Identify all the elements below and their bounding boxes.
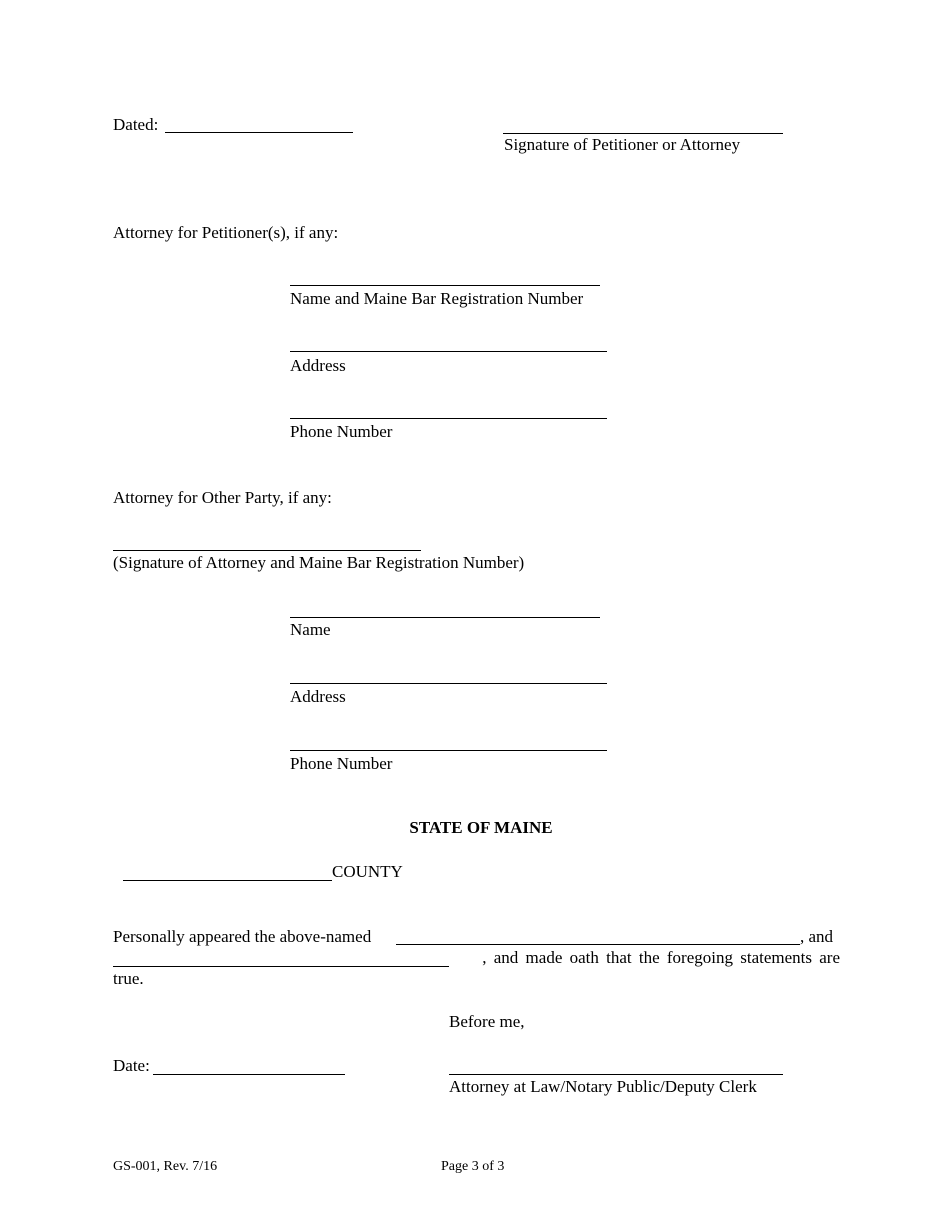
state-heading: STATE OF MAINE [409,818,553,837]
before-me-text: Before me, [449,1012,525,1031]
county-label: COUNTY [332,862,403,881]
petitioner-attorney-heading: Attorney for Petitioner(s), if any: [113,223,339,242]
petitioner-signature-label: Signature of Petitioner or Attorney [504,135,741,154]
other-attorney-phone-line[interactable] [290,750,607,751]
other-attorney-address-line[interactable] [290,683,607,684]
dated-field-line[interactable] [165,132,353,133]
other-attorney-address-label: Address [290,687,346,706]
other-attorney-name-label: Name [290,620,331,639]
second-name-line[interactable] [113,966,449,967]
other-attorney-name-line[interactable] [290,617,600,618]
true-text: true. [113,969,144,988]
dated-label: Dated: [113,115,159,134]
petitioner-attorney-address-label: Address [290,356,346,375]
appeared-text: Personally appeared the above-named [113,927,372,946]
appeared-name-line[interactable] [396,944,800,945]
form-id: GS-001, Rev. 7/16 [113,1159,218,1174]
officer-signature-line[interactable] [449,1074,783,1075]
date-field-line[interactable] [153,1074,345,1075]
petitioner-attorney-name-label: Name and Maine Bar Registration Number [290,289,584,308]
other-attorney-heading: Attorney for Other Party, if any: [113,488,332,507]
date-label: Date: [113,1056,150,1075]
county-line[interactable] [123,880,332,881]
page-number: Page 3 of 3 [441,1159,505,1174]
other-attorney-phone-label: Phone Number [290,754,393,773]
petitioner-attorney-name-line[interactable] [290,285,600,286]
other-attorney-signature-label: (Signature of Attorney and Maine Bar Registration Number) [113,553,525,572]
other-attorney-signature-line[interactable] [113,550,421,551]
oath-text: , and made oath that the foregoing statements are [482,948,840,967]
petitioner-signature-line[interactable] [503,133,783,134]
officer-signature-label: Attorney at Law/Notary Public/Deputy Clerk [449,1077,757,1096]
petitioner-attorney-address-line[interactable] [290,351,607,352]
and-text: , and [800,927,834,946]
petitioner-attorney-phone-label: Phone Number [290,422,393,441]
petitioner-attorney-phone-line[interactable] [290,418,607,419]
